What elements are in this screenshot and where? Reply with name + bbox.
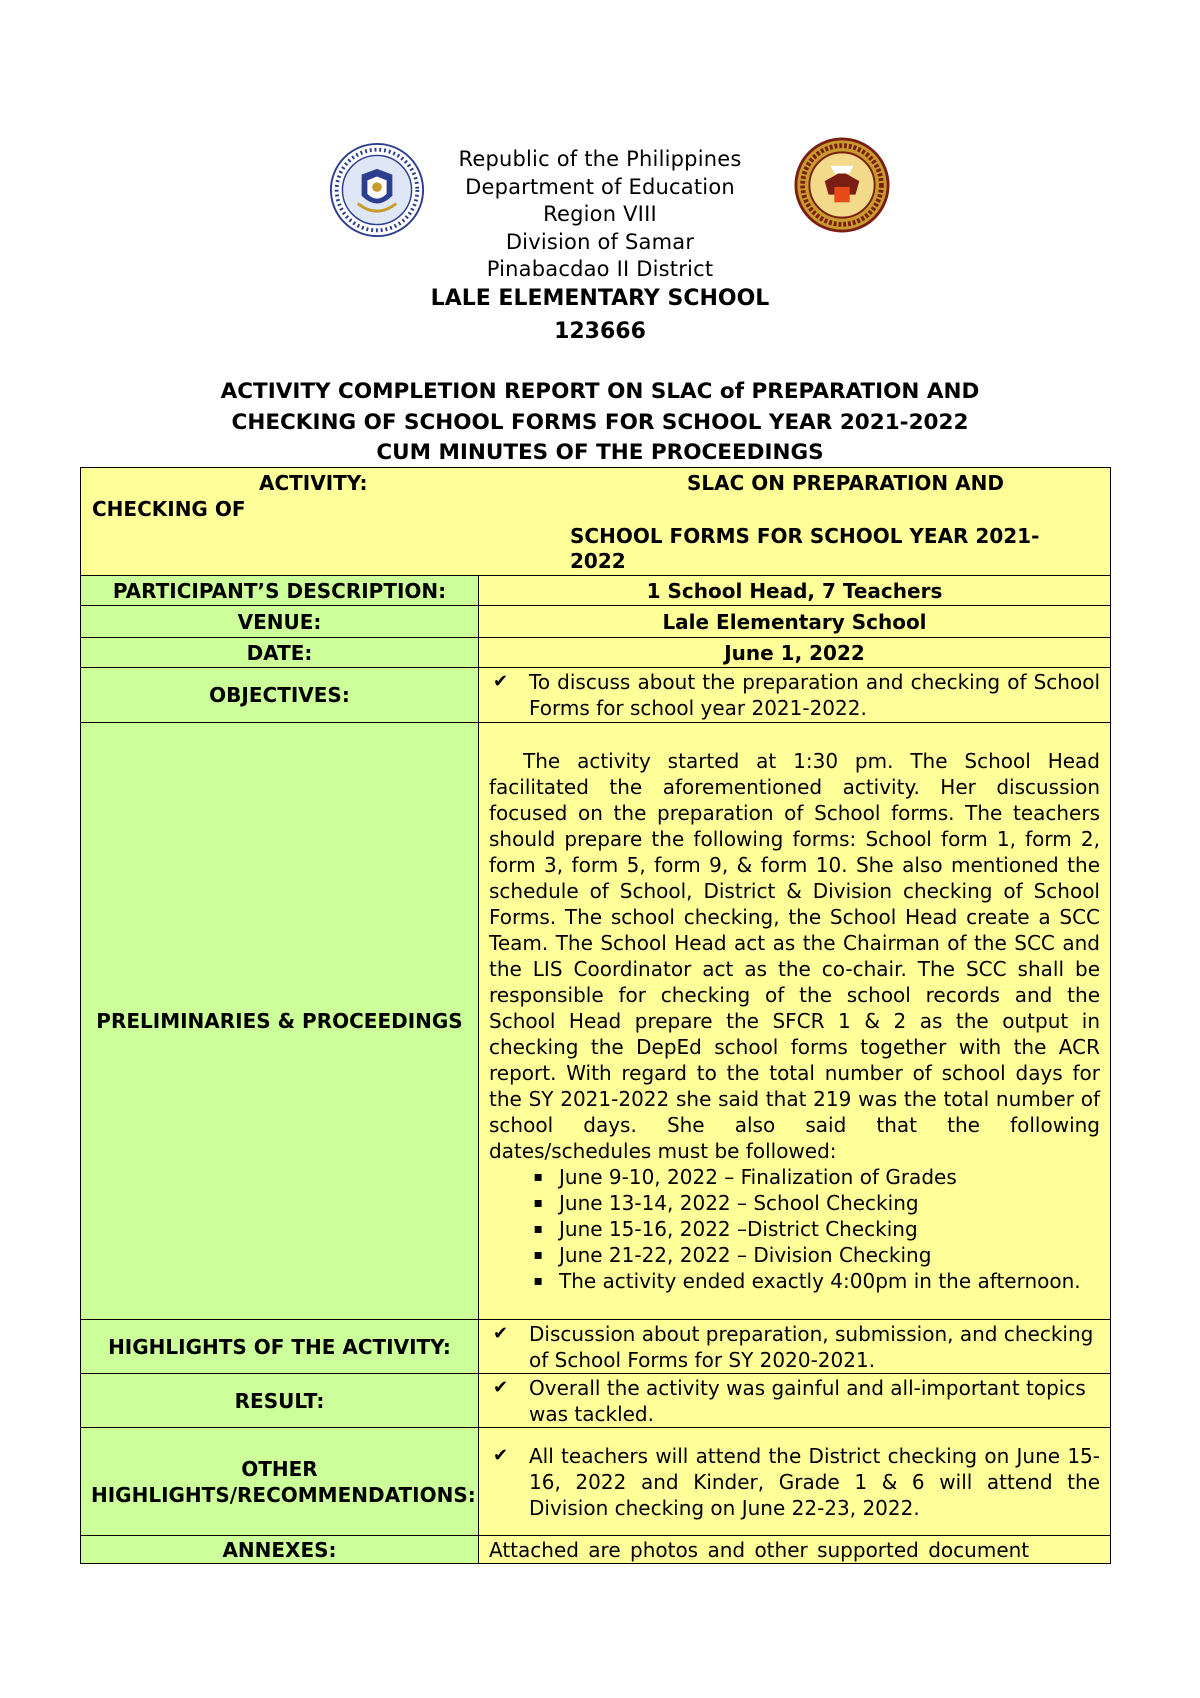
proceedings-row — [81, 723, 1111, 1320]
report-title-line: CUM MINUTES OF THE PROCEEDINGS — [376, 440, 824, 465]
annexes-value: Attached are photos and other supported document — [479, 1536, 1111, 1564]
list-item: ▪ June 13-14, 2022 – School Checking — [489, 1190, 1100, 1216]
list-item: ▪ The activity ended exactly 4:00pm in the afternoon. — [489, 1268, 1100, 1294]
date-label: DATE: — [81, 638, 479, 668]
annexes-row — [81, 1536, 1111, 1564]
activity-value-part: SLAC ON PREPARATION AND — [687, 471, 1004, 495]
list-item: ▪ June 21-22, 2022 – Division Checking — [489, 1242, 1100, 1268]
activity-value-part: SCHOOL FORMS FOR SCHOOL YEAR 2021- — [570, 524, 1040, 548]
activity-value-part: 2022 — [570, 549, 626, 573]
objectives-row — [81, 668, 1111, 723]
bullet-icon: ▪ — [533, 1169, 543, 1185]
date-value: June 1, 2022 — [479, 638, 1111, 668]
participants-label: PARTICIPANT’S DESCRIPTION: — [81, 576, 479, 606]
highlights-row — [81, 1320, 1111, 1374]
header-line: Division of Samar — [505, 229, 695, 254]
checkmark-icon: ✔ — [493, 1444, 509, 1466]
header-line: Region VIII — [543, 202, 657, 226]
result-label: RESULT: — [81, 1374, 479, 1428]
report-table — [80, 467, 1111, 1564]
proceedings-paragraph: The activity started at 1:30 pm. The School Head facilitated the aforementioned activity. Her discussion focused on the preparation of School forms. The teachers should prepare the following forms: School form 1, form 2, form 3, form 5, form 9, & form 10. She also mentioned the schedule of School, District & Division checking of School Forms. The school checking, the School Head create a SCC Team. The School Head act as the Chairman of the SCC and the LIS Coordinator act as the co-chair. The SCC shall be responsible for checking of the school records and the School Head prepare the SFCR 1 & 2 as the output in checking the DepEd school forms together with the ACR report. With regard to the total number of school days for the SY 2021-2022 she said that 219 was the total number of school days. She also said that the following dates/schedules must be followed: — [489, 749, 1100, 1163]
other-highlights-row — [81, 1428, 1111, 1536]
activity-value-part: CHECKING OF — [92, 497, 246, 521]
activity-label: ACTIVITY: — [259, 471, 368, 495]
venue-value: Lale Elementary School — [479, 606, 1111, 638]
objectives-label: OBJECTIVES: — [81, 668, 479, 723]
agency-header — [0, 146, 1200, 284]
venue-label: VENUE: — [81, 606, 479, 638]
highlights-value: Discussion about preparation, submission, and checking of School Forms for SY 2020-2021. — [529, 1321, 1094, 1372]
report-title-line: CHECKING OF SCHOOL FORMS FOR SCHOOL YEAR 2021-2022 — [231, 410, 969, 435]
checkmark-icon: ✔ — [493, 1322, 509, 1344]
bullet-icon: ▪ — [533, 1221, 543, 1237]
result-value: Overall the activity was gainful and all-important topics was tackled. — [529, 1375, 1086, 1426]
school-id: 123666 — [554, 319, 646, 344]
activity-row — [81, 468, 1111, 576]
bullet-icon: ▪ — [533, 1195, 543, 1211]
other-highlights-value: All teachers will attend the District checking on June 15-16, 2022 and Kinder, Grade 1 & 6 will attend the Division checking on June 22-23, 2022. — [529, 1443, 1100, 1520]
highlights-label: HIGHLIGHTS OF THE ACTIVITY: — [81, 1320, 479, 1374]
annexes-label: ANNEXES: — [81, 1536, 479, 1564]
header-line: Pinabacdao II District — [486, 257, 714, 281]
checkmark-icon: ✔ — [493, 671, 509, 692]
checkmark-icon: ✔ — [493, 1376, 509, 1398]
proceedings-label: PRELIMINARIES & PROCEEDINGS — [81, 723, 479, 1320]
report-title-line: ACTIVITY COMPLETION REPORT ON SLAC of PREPARATION AND — [220, 379, 980, 404]
date-row — [81, 638, 1111, 668]
bullet-icon: ▪ — [533, 1273, 543, 1289]
bullet-icon: ▪ — [533, 1247, 543, 1263]
objectives-value: To discuss about the preparation and checking of School Forms for school year 2021-2022. — [529, 670, 1100, 720]
participants-row — [81, 576, 1111, 606]
other-highlights-label: OTHER HIGHLIGHTS/RECOMMENDATIONS: — [81, 1428, 479, 1536]
header-line: Department of Education — [465, 174, 735, 199]
schedule-list — [489, 1164, 1100, 1294]
school-name: LALE ELEMENTARY SCHOOL — [430, 286, 770, 311]
result-row — [81, 1374, 1111, 1428]
participants-value: 1 School Head, 7 Teachers — [479, 576, 1111, 606]
list-item: ▪ June 15-16, 2022 –District Checking — [489, 1216, 1100, 1242]
list-item: ▪ June 9-10, 2022 – Finalization of Grades — [489, 1164, 1100, 1190]
header-line: Republic of the Philippines — [458, 147, 742, 171]
venue-row — [81, 606, 1111, 638]
